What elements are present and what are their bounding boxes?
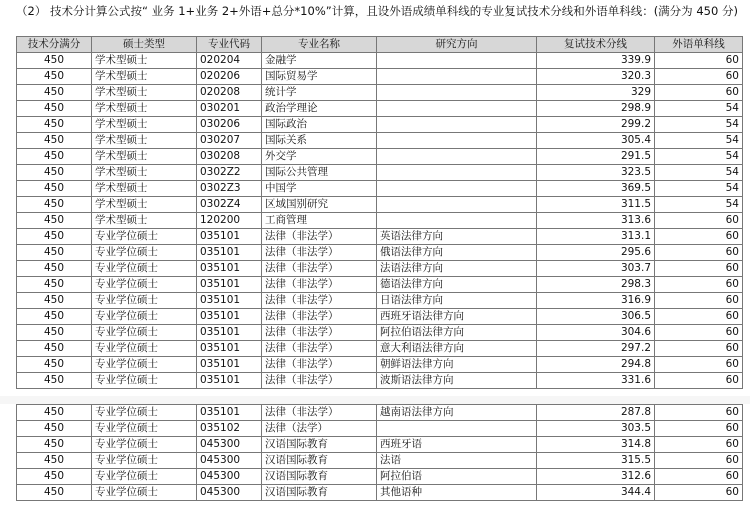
table-row	[17, 421, 743, 437]
cell-major-code: 030208	[197, 149, 262, 165]
table-row	[17, 277, 743, 293]
cell-major-name: 法律（非法学）	[262, 325, 377, 341]
cell-research-direction	[377, 53, 537, 69]
intro-paragraph: （2） 技术分计算公式按“ 业务 1+业务 2+外语+总分*10%”计算，且设外语成绩单科线的专业复试技术分线和外语单科线：(满分为 450 分)	[16, 4, 738, 18]
cell-major-code: 0302Z2	[197, 165, 262, 181]
table-row	[17, 245, 743, 261]
cell-score-full: 450	[17, 309, 92, 325]
cell-retest-line: 314.8	[537, 437, 655, 453]
cell-major-code: 120200	[197, 213, 262, 229]
cell-retest-line: 339.9	[537, 53, 655, 69]
cell-retest-line: 304.6	[537, 325, 655, 341]
cell-major-name: 法律（法学）	[262, 421, 377, 437]
table-header-row	[17, 37, 743, 53]
cell-major-code: 035102	[197, 421, 262, 437]
table-row	[17, 261, 743, 277]
cell-score-full: 450	[17, 421, 92, 437]
cell-research-direction: 英语法律方向	[377, 229, 537, 245]
cell-degree-type: 专业学位硕士	[92, 309, 197, 325]
cell-score-full: 450	[17, 325, 92, 341]
cell-score-full: 450	[17, 469, 92, 485]
cell-language-line: 60	[655, 453, 743, 469]
cell-score-full: 450	[17, 293, 92, 309]
cell-major-code: 035101	[197, 357, 262, 373]
cell-retest-line: 294.8	[537, 357, 655, 373]
cell-degree-type: 专业学位硕士	[92, 469, 197, 485]
table-row	[17, 53, 743, 69]
cell-research-direction: 波斯语法律方向	[377, 373, 537, 389]
table-row	[17, 117, 743, 133]
cell-degree-type: 专业学位硕士	[92, 261, 197, 277]
cell-degree-type: 学术型硕士	[92, 69, 197, 85]
table-row	[17, 453, 743, 469]
cell-retest-line: 315.5	[537, 453, 655, 469]
cell-retest-line: 323.5	[537, 165, 655, 181]
cell-research-direction: 法语法律方向	[377, 261, 537, 277]
cell-major-name: 国际政治	[262, 117, 377, 133]
table-row	[17, 437, 743, 453]
cell-retest-line: 298.3	[537, 277, 655, 293]
cell-score-full: 450	[17, 101, 92, 117]
cell-language-line: 60	[655, 245, 743, 261]
cell-language-line: 60	[655, 69, 743, 85]
cell-research-direction: 意大利语法律方向	[377, 341, 537, 357]
cell-major-code: 035101	[197, 341, 262, 357]
cell-research-direction: 日语法律方向	[377, 293, 537, 309]
table-row	[17, 101, 743, 117]
cell-retest-line: 305.4	[537, 133, 655, 149]
table-row	[17, 133, 743, 149]
cell-language-line: 60	[655, 85, 743, 101]
table-row	[17, 373, 743, 389]
cell-score-full: 450	[17, 69, 92, 85]
cell-research-direction	[377, 101, 537, 117]
header-major-code: 专业代码	[197, 37, 262, 53]
cell-research-direction: 西班牙语法律方向	[377, 309, 537, 325]
cell-major-name: 法律（非法学）	[262, 405, 377, 421]
cell-major-name: 中国学	[262, 181, 377, 197]
cell-degree-type: 专业学位硕士	[92, 357, 197, 373]
cell-degree-type: 专业学位硕士	[92, 485, 197, 501]
cell-retest-line: 316.9	[537, 293, 655, 309]
cell-retest-line: 329	[537, 85, 655, 101]
cell-research-direction	[377, 69, 537, 85]
cell-retest-line: 306.5	[537, 309, 655, 325]
cell-degree-type: 专业学位硕士	[92, 437, 197, 453]
table-row	[17, 485, 743, 501]
cell-retest-line: 313.6	[537, 213, 655, 229]
table-row	[17, 293, 743, 309]
cell-language-line: 60	[655, 341, 743, 357]
cell-major-code: 035101	[197, 261, 262, 277]
cell-major-name: 国际公共管理	[262, 165, 377, 181]
cell-major-name: 汉语国际教育	[262, 437, 377, 453]
cell-degree-type: 学术型硕士	[92, 133, 197, 149]
cell-language-line: 60	[655, 357, 743, 373]
cell-degree-type: 学术型硕士	[92, 85, 197, 101]
cell-research-direction	[377, 165, 537, 181]
header-retest-line: 复试技术分线	[537, 37, 655, 53]
table-row	[17, 229, 743, 245]
cell-retest-line: 312.6	[537, 469, 655, 485]
cell-language-line: 60	[655, 53, 743, 69]
cell-retest-line: 313.1	[537, 229, 655, 245]
cell-research-direction: 越南语法律方向	[377, 405, 537, 421]
cell-research-direction	[377, 421, 537, 437]
cell-major-name: 汉语国际教育	[262, 485, 377, 501]
cell-major-name: 外交学	[262, 149, 377, 165]
cell-major-code: 035101	[197, 229, 262, 245]
cell-degree-type: 专业学位硕士	[92, 373, 197, 389]
cell-major-name: 法律（非法学）	[262, 341, 377, 357]
cell-degree-type: 学术型硕士	[92, 101, 197, 117]
cell-language-line: 54	[655, 197, 743, 213]
cell-language-line: 60	[655, 293, 743, 309]
cell-major-name: 法律（非法学）	[262, 261, 377, 277]
cell-major-name: 法律（非法学）	[262, 245, 377, 261]
cell-major-code: 035101	[197, 245, 262, 261]
cell-score-full: 450	[17, 165, 92, 181]
cell-score-full: 450	[17, 245, 92, 261]
cell-major-name: 政治学理论	[262, 101, 377, 117]
cell-language-line: 60	[655, 469, 743, 485]
cell-score-full: 450	[17, 149, 92, 165]
cell-degree-type: 学术型硕士	[92, 149, 197, 165]
cell-major-name: 区域国别研究	[262, 197, 377, 213]
table-row	[17, 197, 743, 213]
cell-retest-line: 295.6	[537, 245, 655, 261]
cell-score-full: 450	[17, 213, 92, 229]
cell-research-direction: 朝鲜语法律方向	[377, 357, 537, 373]
header-research-direction: 研究方向	[377, 37, 537, 53]
cell-retest-line: 331.6	[537, 373, 655, 389]
cell-score-full: 450	[17, 197, 92, 213]
cell-research-direction: 其他语种	[377, 485, 537, 501]
cell-major-name: 法律（非法学）	[262, 373, 377, 389]
cell-major-code: 020208	[197, 85, 262, 101]
cell-research-direction: 俄语法律方向	[377, 245, 537, 261]
cell-degree-type: 专业学位硕士	[92, 405, 197, 421]
cell-major-name: 工商管理	[262, 213, 377, 229]
cell-major-code: 0302Z3	[197, 181, 262, 197]
cell-major-code: 045300	[197, 453, 262, 469]
cell-degree-type: 学术型硕士	[92, 53, 197, 69]
cell-research-direction: 阿拉伯语法律方向	[377, 325, 537, 341]
cell-score-full: 450	[17, 53, 92, 69]
page-break-gap	[0, 396, 750, 404]
cell-major-name: 法律（非法学）	[262, 293, 377, 309]
cell-score-full: 450	[17, 453, 92, 469]
cell-major-name: 法律（非法学）	[262, 357, 377, 373]
cell-research-direction	[377, 149, 537, 165]
cell-degree-type: 学术型硕士	[92, 213, 197, 229]
cell-language-line: 60	[655, 485, 743, 501]
cell-language-line: 60	[655, 405, 743, 421]
cell-retest-line: 287.8	[537, 405, 655, 421]
cell-research-direction	[377, 181, 537, 197]
header-major-name: 专业名称	[262, 37, 377, 53]
cell-score-full: 450	[17, 437, 92, 453]
cell-language-line: 60	[655, 325, 743, 341]
table-row	[17, 69, 743, 85]
score-table-bottom	[16, 404, 743, 501]
cell-language-line: 54	[655, 133, 743, 149]
cell-major-code: 0302Z4	[197, 197, 262, 213]
cell-language-line: 60	[655, 309, 743, 325]
cell-language-line: 60	[655, 229, 743, 245]
cell-degree-type: 学术型硕士	[92, 181, 197, 197]
cell-retest-line: 291.5	[537, 149, 655, 165]
cell-major-code: 035101	[197, 325, 262, 341]
cell-degree-type: 专业学位硕士	[92, 229, 197, 245]
cell-score-full: 450	[17, 117, 92, 133]
cell-research-direction	[377, 213, 537, 229]
cell-score-full: 450	[17, 277, 92, 293]
cell-major-code: 035101	[197, 373, 262, 389]
cell-major-code: 020206	[197, 69, 262, 85]
cell-score-full: 450	[17, 357, 92, 373]
cell-major-code: 045300	[197, 469, 262, 485]
cell-retest-line: 320.3	[537, 69, 655, 85]
cell-language-line: 60	[655, 421, 743, 437]
cell-research-direction	[377, 117, 537, 133]
header-language-line: 外语单科线	[655, 37, 743, 53]
cell-major-name: 金融学	[262, 53, 377, 69]
cell-major-code: 045300	[197, 437, 262, 453]
cell-major-code: 030207	[197, 133, 262, 149]
table-row	[17, 213, 743, 229]
cell-major-code: 035101	[197, 293, 262, 309]
cell-major-code: 035101	[197, 309, 262, 325]
table-row	[17, 341, 743, 357]
cell-major-name: 法律（非法学）	[262, 277, 377, 293]
cell-major-code: 035101	[197, 405, 262, 421]
table-row	[17, 165, 743, 181]
cell-score-full: 450	[17, 261, 92, 277]
cell-retest-line: 344.4	[537, 485, 655, 501]
cell-score-full: 450	[17, 405, 92, 421]
table-row	[17, 469, 743, 485]
cell-major-name: 法律（非法学）	[262, 229, 377, 245]
cell-score-full: 450	[17, 485, 92, 501]
cell-research-direction: 西班牙语	[377, 437, 537, 453]
cell-major-name: 国际贸易学	[262, 69, 377, 85]
table-row	[17, 309, 743, 325]
cell-retest-line: 297.2	[537, 341, 655, 357]
cell-score-full: 450	[17, 85, 92, 101]
header-score-full: 技术分满分	[17, 37, 92, 53]
cell-score-full: 450	[17, 341, 92, 357]
table-row	[17, 85, 743, 101]
cell-retest-line: 311.5	[537, 197, 655, 213]
cell-degree-type: 学术型硕士	[92, 117, 197, 133]
cell-language-line: 60	[655, 213, 743, 229]
cell-research-direction	[377, 85, 537, 101]
cell-major-code: 030201	[197, 101, 262, 117]
cell-retest-line: 299.2	[537, 117, 655, 133]
cell-degree-type: 学术型硕士	[92, 197, 197, 213]
cell-language-line: 54	[655, 181, 743, 197]
table-row	[17, 357, 743, 373]
table-row	[17, 405, 743, 421]
cell-degree-type: 专业学位硕士	[92, 293, 197, 309]
cell-research-direction: 德语法律方向	[377, 277, 537, 293]
table-row	[17, 149, 743, 165]
cell-language-line: 60	[655, 277, 743, 293]
cell-score-full: 450	[17, 133, 92, 149]
cell-score-full: 450	[17, 229, 92, 245]
cell-major-code: 020204	[197, 53, 262, 69]
cell-retest-line: 303.5	[537, 421, 655, 437]
cell-major-name: 统计学	[262, 85, 377, 101]
cell-major-name: 汉语国际教育	[262, 453, 377, 469]
table-row	[17, 181, 743, 197]
cell-degree-type: 学术型硕士	[92, 165, 197, 181]
cell-language-line: 54	[655, 117, 743, 133]
header-degree-type: 硕士类型	[92, 37, 197, 53]
cell-research-direction: 法语	[377, 453, 537, 469]
cell-language-line: 54	[655, 165, 743, 181]
cell-degree-type: 专业学位硕士	[92, 277, 197, 293]
cell-major-code: 030206	[197, 117, 262, 133]
score-table-top	[16, 36, 743, 389]
cell-score-full: 450	[17, 181, 92, 197]
cell-major-name: 汉语国际教育	[262, 469, 377, 485]
cell-degree-type: 专业学位硕士	[92, 245, 197, 261]
cell-language-line: 60	[655, 373, 743, 389]
cell-language-line: 60	[655, 261, 743, 277]
cell-retest-line: 303.7	[537, 261, 655, 277]
cell-major-code: 035101	[197, 277, 262, 293]
cell-score-full: 450	[17, 373, 92, 389]
cell-degree-type: 专业学位硕士	[92, 341, 197, 357]
cell-language-line: 54	[655, 149, 743, 165]
cell-major-code: 045300	[197, 485, 262, 501]
cell-retest-line: 298.9	[537, 101, 655, 117]
cell-language-line: 54	[655, 101, 743, 117]
table-row	[17, 325, 743, 341]
cell-retest-line: 369.5	[537, 181, 655, 197]
cell-research-direction: 阿拉伯语	[377, 469, 537, 485]
cell-degree-type: 专业学位硕士	[92, 421, 197, 437]
cell-research-direction	[377, 197, 537, 213]
cell-language-line: 60	[655, 437, 743, 453]
cell-major-name: 法律（非法学）	[262, 309, 377, 325]
cell-degree-type: 专业学位硕士	[92, 453, 197, 469]
cell-major-name: 国际关系	[262, 133, 377, 149]
cell-research-direction	[377, 133, 537, 149]
cell-degree-type: 专业学位硕士	[92, 325, 197, 341]
